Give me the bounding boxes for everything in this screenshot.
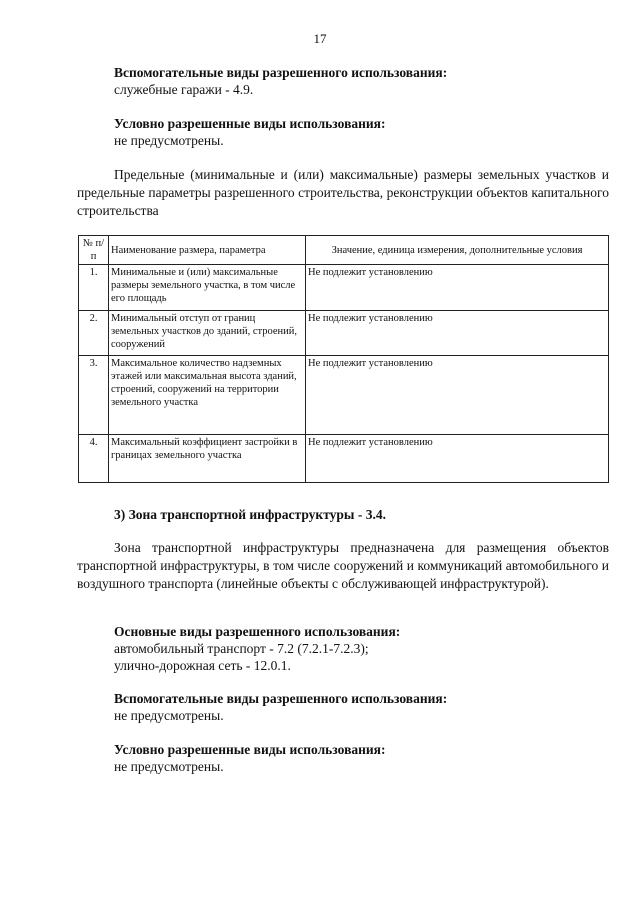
section-heading: Условно разрешенные виды использования: [114, 742, 386, 757]
zone-description: Зона транспортной инфраструктуры предназначена для размещения объектов транспортной инфраструктуры, в том числе сооружений и коммуникаций автомобильного и воздушного транспорта (линейные объекты с обслуживающей инфраструктурой). [77, 540, 609, 591]
section-heading: Основные виды разрешенного использования: [114, 624, 401, 639]
row-num: 3. [79, 356, 109, 435]
row-name: Минимальные и (или) максимальные размеры земельного участка, в том числе его площадь [109, 265, 306, 311]
section-text: не предусмотрены. [114, 708, 224, 723]
page-number: 17 [313, 31, 327, 46]
row-value: Не подлежит установлению [306, 311, 609, 356]
table-row [79, 435, 609, 483]
list-item: улично-дорожная сеть - 12.0.1. [114, 658, 291, 673]
limits-paragraph: Предельные (минимальные и (или) максимальные) размеры земельных участков и предельные параметры разрешенного строительства, реконструкции объектов капитального строительства [77, 167, 609, 218]
row-value: Не подлежит установлению [306, 265, 609, 311]
section-text: не предусмотрены. [114, 759, 224, 774]
aux-uses-section-2 [114, 690, 447, 724]
conditional-uses-section-1 [114, 115, 385, 149]
section-heading: Вспомогательные виды разрешенного использования: [114, 691, 448, 706]
header-name: Наименование размера, параметра [109, 236, 306, 265]
header-num: № п/п [79, 236, 109, 265]
section-heading: Условно разрешенные виды использования: [114, 116, 386, 131]
section-text: служебные гаражи - 4.9. [114, 82, 254, 97]
row-num: 2. [79, 311, 109, 356]
row-num: 1. [79, 265, 109, 311]
table-row [79, 311, 609, 356]
main-uses-section [114, 623, 400, 674]
table-header-row [79, 236, 609, 265]
parameters-table [78, 235, 609, 483]
row-value: Не подлежит установлению [306, 435, 609, 483]
list-item: автомобильный транспорт - 7.2 (7.2.1-7.2.3); [114, 641, 369, 656]
table-row [79, 356, 609, 435]
row-num: 4. [79, 435, 109, 483]
row-name: Максимальный коэффициент застройки в границах земельного участка [109, 435, 306, 483]
row-value: Не подлежит установлению [306, 356, 609, 435]
row-name: Максимальное количество надземных этажей или максимальная высота зданий, строений, сооружений на территории земельного участка [109, 356, 306, 435]
conditional-uses-section-2 [114, 741, 385, 775]
row-name: Минимальный отступ от границ земельных участков до зданий, строений, сооружений [109, 311, 306, 356]
aux-uses-section-1 [114, 64, 447, 98]
header-value: Значение, единица измерения, дополнительные условия [306, 236, 609, 265]
section-text: не предусмотрены. [114, 133, 224, 148]
section-heading: Вспомогательные виды разрешенного использования: [114, 65, 448, 80]
zone-title: 3) Зона транспортной инфраструктуры - 3.4. [114, 507, 386, 522]
table-row [79, 265, 609, 311]
